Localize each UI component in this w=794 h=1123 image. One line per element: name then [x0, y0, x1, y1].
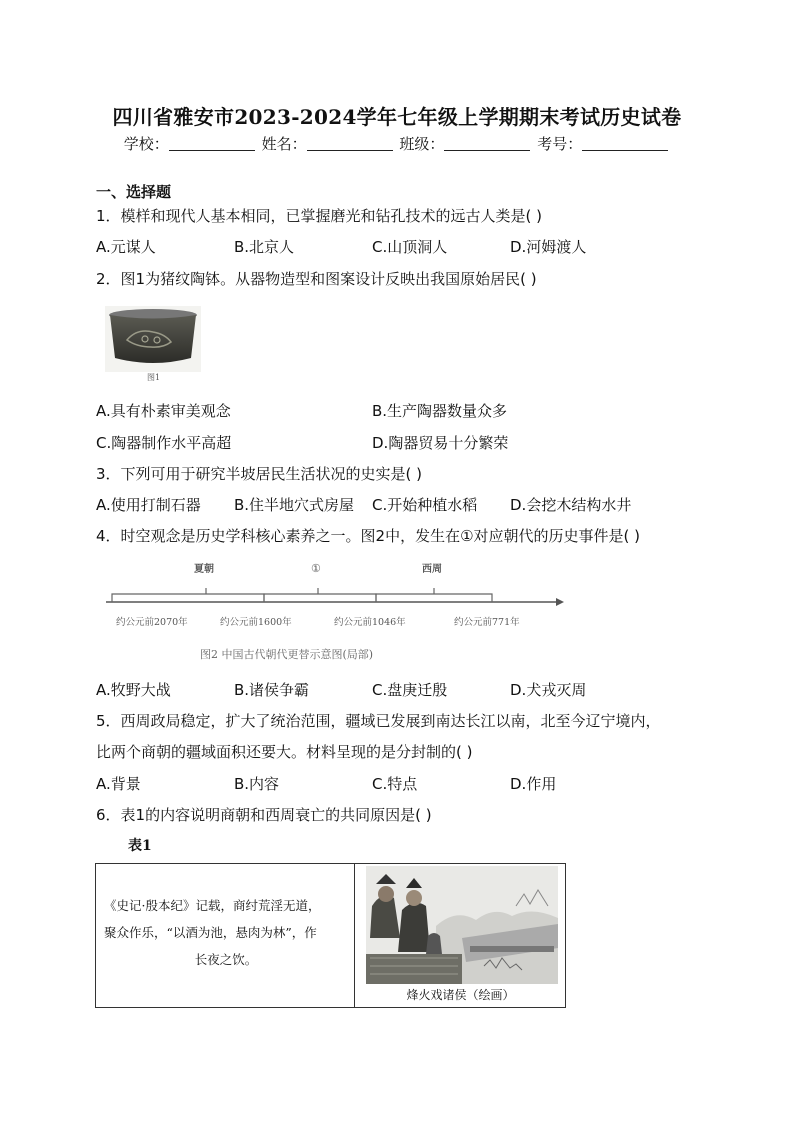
- name-label: 姓名：: [261, 135, 307, 153]
- question-4: 4．时空观念是历史学科核心素养之一。图2中，发生在①对应朝代的历史事件是( ): [96, 527, 641, 545]
- table-1: [95, 863, 566, 1008]
- timeline-date-3: 约公元前1046年: [334, 617, 406, 628]
- q4-option-d: D.犬戎灭周: [510, 681, 587, 699]
- class-label: 班级：: [399, 135, 445, 153]
- pottery-bowl-image: [105, 306, 201, 382]
- beacon-fire-painting: [366, 866, 558, 984]
- timeline-caption: 图2 中国古代朝代更替示意图(局部): [200, 648, 374, 661]
- question-1: 1．模样和现代人基本相同，已掌握磨光和钻孔技术的远古人类是( ): [96, 207, 543, 225]
- timeline-date-1: 约公元前2070年: [116, 617, 188, 628]
- school-label: 学校：: [123, 135, 169, 153]
- school-blank[interactable]: [169, 136, 255, 151]
- q3-option-b: B.住半地穴式房屋: [234, 496, 355, 514]
- q1-option-b: B.北京人: [234, 238, 295, 256]
- timeline-period-xizhou: 西周: [422, 564, 442, 575]
- quote-line-2: 聚众作乐，“以酒为池，悬肉为林”，作: [104, 925, 317, 940]
- section-heading: 一、选择题: [96, 183, 172, 201]
- number-blank[interactable]: [582, 136, 668, 151]
- timeline-period-xia: 夏朝: [194, 564, 214, 575]
- figure-1-label: 图1: [147, 373, 161, 382]
- q2-option-d: D.陶器贸易十分繁荣: [372, 434, 509, 452]
- q1-option-c: C.山顶洞人: [372, 238, 448, 256]
- class-blank[interactable]: [444, 136, 530, 151]
- question-5-line-2: 比两个商朝的疆域面积还要大。材料呈现的是分封制的( ): [96, 743, 473, 761]
- exam-title: 四川省雅安市2023-2024学年七年级上学期期末考试历史试卷: [112, 105, 682, 129]
- q2-option-b: B.生产陶器数量众多: [372, 402, 508, 420]
- q5-option-c: C.特点: [372, 775, 418, 793]
- question-5-line-1: 5．西周政局稳定，扩大了统治范围，疆域已发展到南达长江以南，北至今辽宁境内，: [96, 712, 661, 730]
- shiji-quote: [104, 892, 348, 973]
- question-2: 2．图1为猪纹陶钵。从器物造型和图案设计反映出我国原始居民( ): [96, 270, 537, 288]
- quote-line-3: 长夜之饮。: [194, 952, 258, 967]
- q1-option-a: A.元谋人: [96, 238, 156, 256]
- q2-option-a: A.具有朴素审美观念: [96, 402, 231, 420]
- q1-option-d: D.河姆渡人: [510, 238, 587, 256]
- q4-option-b: B.诸侯争霸: [234, 681, 310, 699]
- question-3: 3．下列可用于研究半坡居民生活状况的史实是( ): [96, 465, 423, 483]
- q3-option-a: A.使用打制石器: [96, 496, 201, 514]
- q5-option-a: A.背景: [96, 775, 141, 793]
- painting-caption: 烽火戏诸侯（绘画）: [406, 988, 515, 1002]
- q5-option-d: D.作用: [510, 775, 557, 793]
- name-blank[interactable]: [307, 136, 393, 151]
- timeline-period-1: ①: [311, 562, 321, 575]
- q2-option-c: C.陶器制作水平高超: [96, 434, 232, 452]
- q5-option-b: B.内容: [234, 775, 280, 793]
- dynasty-timeline-figure: [104, 558, 564, 668]
- timeline-date-2: 约公元前1600年: [220, 617, 292, 628]
- q4-option-a: A.牧野大战: [96, 681, 171, 699]
- timeline-date-4: 约公元前771年: [454, 617, 520, 628]
- q3-option-d: D.会挖木结构水井: [510, 496, 632, 514]
- q4-option-c: C.盘庚迁殷: [372, 681, 448, 699]
- student-info-row: [0, 133, 794, 154]
- question-6: 6．表1的内容说明商朝和西周衰亡的共同原因是( ): [96, 806, 432, 824]
- table-1-label: 表1: [128, 838, 152, 854]
- number-label: 考号：: [537, 135, 583, 153]
- q3-option-c: C.开始种植水稻: [372, 496, 478, 514]
- quote-line-1: 《史记·殷本纪》记载，商纣荒淫无道，: [104, 898, 321, 913]
